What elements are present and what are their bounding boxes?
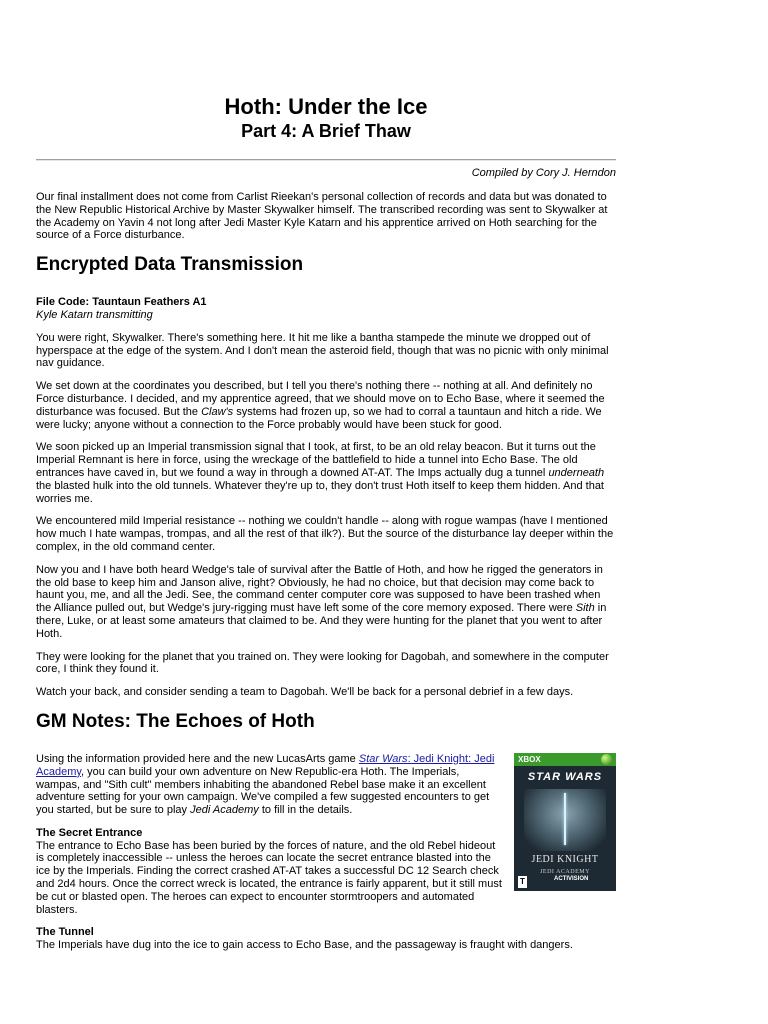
- cover-platform-label: XBOX: [518, 754, 541, 764]
- header-divider: [36, 159, 616, 161]
- transmission-paragraph-6: They were looking for the planet that you trained on. They were looking for Dagobah, and somewhere in the computer core, I think they found it.: [36, 650, 609, 676]
- page-title: Hoth: Under the Ice: [224, 94, 428, 119]
- transmission-paragraph-5: Now you and I have both heard Wedge's tale of survival after the Battle of Hoth, and how he rigged the generators in the old base to keep him and Janson alive, right? Obviously, he had no choice, but that decision may come back to haunt you, me, and all the Jedi. See, the command center computer core was supposed to have been trashed when the Alliance pulled out, but Wedge's jury-rigging must have left some of the core memory exposed. There were Sith in there, Luke, or at least some amateurs that claimed to be. And they were hunting for the planet that you went to after Hoth.: [36, 563, 607, 640]
- intro-paragraph: Our final installment does not come from Carlist Rieekan's personal collection of records and data but was donated to the New Republic Historical Archive by Master Skywalker himself. The transcribed recording was sent to Skywalker at the Academy on Yavin 4 not long after Jedi Master Kyle Katarn and his apprentice arrived on Hoth searching for the source of a Force disturbance.: [36, 191, 608, 242]
- byline: Compiled by Cory J. Herndon: [471, 167, 616, 179]
- section-heading-gm-notes: GM Notes: The Echoes of Hoth: [36, 710, 315, 732]
- cover-title: JEDI KNIGHT: [531, 853, 599, 865]
- gm-intro-paragraph: Using the information provided here and the new LucasArts game Star Wars: Jedi Knight: Jedi Academy, you can build your own adventure on New Republic-era Hoth. The Imperials, wampas, and "Sith cult" members inhabiting the abandoned Rebel base make it an excellent adventure setting for your own campaign. We've compiled a few suggested encounters to get you started, but be sure to play Jedi Academy to fill in the details.: [36, 752, 495, 817]
- article-body: [36, 191, 616, 962]
- game-cover-image: [514, 753, 616, 891]
- esrb-rating-icon: T: [518, 876, 527, 888]
- subheading-tunnel: The Tunnel: [36, 926, 94, 939]
- jedi-academy-link[interactable]: Star Wars: Jedi Knight: Jedi Academy: [36, 752, 495, 778]
- cover-publisher: ACTIVISION: [554, 876, 589, 883]
- xbox-logo-icon: [601, 754, 612, 765]
- transmission-paragraph-2: We set down at the coordinates you described, but I tell you there's nothing there -- nothing at all. And definitely no Force disturbance. I decided, and my apprentice agreed, that we should move on to Echo Base, where it seemed the disturbance was focused. But the Claw's systems had frozen up, so we had to corral a tauntaun and hitch a ride. We were lucky; anyone without a connection to the Force probably would have been stuck for good.: [36, 380, 605, 431]
- tunnel-paragraph: The Imperials have dug into the ice to gain access to Echo Base, and the passageway is fraught with dangers.: [36, 939, 573, 952]
- file-code: File Code: Tauntaun Feathers A1: [36, 296, 207, 309]
- transmission-header: [36, 296, 616, 322]
- transmission-paragraph-4: We encountered mild Imperial resistance -- nothing we couldn't handle -- along with rogue wampas (have I mentioned how much I hate wampas, trompas, and all the rest of that ilk?). But the source of the disturbance lay deeper within the complex, in the old command center.: [36, 515, 614, 553]
- cover-subtitle: JEDI ACADEMY: [540, 868, 590, 875]
- transmission-paragraph-7: Watch your back, and consider sending a team to Dagobah. We'll be back for a personal debrief in a few days.: [36, 686, 574, 699]
- page-subtitle: Part 4: A Brief Thaw: [241, 121, 411, 141]
- secret-entrance-paragraph: The entrance to Echo Base has been buried by the forces of nature, and the old Rebel hideout is completely inaccessible -- unless the heroes can locate the secret entrance blasted into the ice by the Imperials. Finding the correct crashed AT-AT takes a successful DC 12 Search check and 2d4 hours. Once the correct wreck is located, the entrance is fairly apparent, but it still must be cut or blasted open. The heroes can expect to encounter stormtroopers and automated blasters.: [36, 839, 502, 916]
- sender-line: Kyle Katarn transmitting: [36, 308, 153, 321]
- transmission-paragraph-3: We soon picked up an Imperial transmission signal that I took, at first, to be an old relay beacon. But it turns out the Imperial Remnant is here in force, using the wreckage of the battlefield to hide a tunnel into Echo Base. The old entrances have caved in, but we found a way in through a downed AT-AT. The Imps actually dug a tunnel underneath the blasted hulk into the old tunnels. Whatever they're up to, they don't trust Hoth itself to keep them hidden. And that worries me.: [36, 441, 605, 505]
- lightsaber-icon: [564, 793, 566, 845]
- section-heading-transmission: Encrypted Data Transmission: [36, 254, 304, 276]
- cover-brand: STAR WARS: [527, 770, 603, 783]
- subheading-secret-entrance: The Secret Entrance: [36, 826, 143, 839]
- transmission-paragraph-1: You were right, Skywalker. There's something here. It hit me like a bantha stampede the minute we dropped out of hyperspace at the edge of the system. And I don't mean the asteroid field, though that was no picnic with only minimal nav guidance.: [36, 331, 609, 370]
